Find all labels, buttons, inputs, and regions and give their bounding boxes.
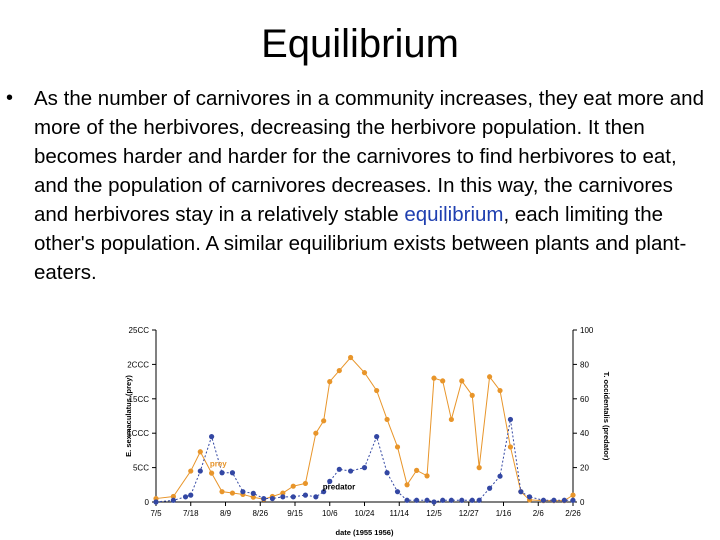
predator-data-point xyxy=(270,496,275,501)
predator-data-point xyxy=(395,489,400,494)
y-right-tick-label: 100 xyxy=(580,326,594,335)
prey-data-point xyxy=(198,449,203,454)
bullet-text-part-1: As the number of carnivores in a community increases, they eat more and more of the herbivores, decreasing the herbivore population. It then becomes harder and harder for the carnivores to find herbivores to eat, and the population of carnivores decreases. In this way, the carnivores and herbivores stay in a relatively stable xyxy=(34,87,704,226)
predator-data-point xyxy=(374,434,379,439)
predator-data-point xyxy=(414,498,419,503)
predator-data-point xyxy=(508,417,513,422)
prey-data-point xyxy=(188,468,193,473)
predator-data-point xyxy=(470,498,475,503)
prey-data-point xyxy=(477,465,482,470)
predator-data-point xyxy=(449,498,454,503)
predator-data-point xyxy=(230,470,235,475)
prey-data-point xyxy=(570,493,575,498)
predator-data-point xyxy=(171,498,176,503)
x-tick-label: 2/26 xyxy=(565,509,581,518)
prey-data-point xyxy=(424,473,429,478)
x-tick-label: 8/9 xyxy=(219,509,232,518)
predator-data-point xyxy=(477,498,482,503)
prey-annotation: prey xyxy=(209,459,227,469)
bullet-text-part-2: , each limiting the other's population. A similar equilibrium exists between plants and plant-eaters. xyxy=(34,203,687,284)
x-tick-label: 10/6 xyxy=(321,509,338,518)
y-left-tick-label: 15CC xyxy=(128,394,149,404)
x-tick-label: 7/5 xyxy=(150,509,162,518)
prey-data-point xyxy=(209,471,214,476)
x-tick-label: 8/26 xyxy=(252,509,269,518)
predator-data-point xyxy=(291,494,296,499)
y-left-tick-label: 25CC xyxy=(128,326,149,335)
predator-data-point xyxy=(362,465,367,470)
predator-data-point xyxy=(188,493,193,498)
y-right-tick-label: 80 xyxy=(580,360,589,370)
y-left-tick-label: 2CCC xyxy=(127,360,149,370)
predator-data-point xyxy=(303,493,308,498)
predator-data-point xyxy=(384,470,389,475)
prey-data-point xyxy=(487,374,492,379)
prey-data-point xyxy=(348,355,353,360)
predator-data-point xyxy=(459,498,464,503)
predator-data-point xyxy=(527,494,532,499)
predator-data-point xyxy=(219,470,224,475)
predator-data-point xyxy=(261,496,266,501)
predator-data-point xyxy=(541,498,546,503)
predator-data-point xyxy=(337,467,342,472)
predator-data-point xyxy=(497,474,502,479)
prey-data-point xyxy=(384,417,389,422)
prey-data-point xyxy=(508,444,513,449)
y-left-tick-label: 5CC xyxy=(132,463,149,473)
prey-data-point xyxy=(337,368,342,373)
predator-data-point xyxy=(198,468,203,473)
y-right-tick-label: 0 xyxy=(580,498,585,507)
x-tick-label: 1/16 xyxy=(495,509,512,518)
predator-data-point xyxy=(562,498,567,503)
prey-data-point xyxy=(470,393,475,398)
prey-data-point xyxy=(459,378,464,383)
bullet-text xyxy=(34,84,706,287)
predator-data-point xyxy=(240,489,245,494)
predator-data-point xyxy=(280,494,285,499)
prey-data-point xyxy=(414,468,419,473)
predator-data-point xyxy=(313,494,318,499)
prey-series-line xyxy=(156,358,573,501)
x-tick-label: 11/14 xyxy=(389,509,409,518)
equilibrium-link[interactable]: equilibrium xyxy=(404,203,504,226)
predator-data-point xyxy=(348,468,353,473)
x-tick-label: 7/18 xyxy=(182,509,199,518)
predator-data-point xyxy=(183,494,188,499)
x-axis-title: date (1955 1956) xyxy=(335,528,394,537)
bullet-marker: • xyxy=(6,87,14,109)
predator-data-point xyxy=(251,491,256,496)
prey-data-point xyxy=(327,379,332,384)
prey-data-point xyxy=(230,490,235,495)
prey-data-point xyxy=(431,376,436,381)
predator-data-point xyxy=(518,489,523,494)
predator-data-point xyxy=(440,498,445,503)
x-tick-label: 2/6 xyxy=(532,509,544,518)
prey-data-point xyxy=(374,388,379,393)
prey-data-point xyxy=(497,388,502,393)
predator-data-point xyxy=(487,486,492,491)
predator-data-point xyxy=(431,499,436,504)
prey-data-point xyxy=(362,370,367,375)
predator-data-point xyxy=(153,499,158,504)
x-tick-label: 12/5 xyxy=(426,509,442,518)
y-axis-title-left: E. sexmaculatus (prey) xyxy=(124,375,133,457)
prey-data-point xyxy=(303,481,308,486)
bullet-paragraph xyxy=(6,84,706,287)
prey-data-point xyxy=(313,431,318,436)
prey-data-point xyxy=(321,418,326,423)
y-right-tick-label: 60 xyxy=(580,394,589,404)
y-right-tick-label: 20 xyxy=(580,463,589,473)
prey-data-point xyxy=(404,482,409,487)
y-right-tick-label: 40 xyxy=(580,429,589,439)
x-tick-label: 12/27 xyxy=(458,509,479,518)
prey-data-point xyxy=(291,484,296,489)
predator-annotation: predator xyxy=(322,482,356,492)
prey-data-point xyxy=(440,378,445,383)
predator-data-point xyxy=(570,498,575,503)
predator-data-point xyxy=(551,498,556,503)
predator-data-point xyxy=(404,498,409,503)
prey-data-point xyxy=(395,444,400,449)
predator-data-point xyxy=(209,434,214,439)
x-tick-label: 10/24 xyxy=(354,509,375,518)
predator-prey-chart xyxy=(118,318,611,540)
prey-data-point xyxy=(449,417,454,422)
y-axis-title-right: T. occidentalis (predator) xyxy=(602,371,611,461)
predator-data-point xyxy=(424,498,429,503)
y-left-tick-label: 1CCC xyxy=(127,429,149,439)
y-left-tick-label: 0 xyxy=(144,498,149,507)
x-tick-label: 9/15 xyxy=(287,509,303,518)
prey-data-point xyxy=(219,489,224,494)
slide-title: Equilibrium xyxy=(261,22,459,66)
